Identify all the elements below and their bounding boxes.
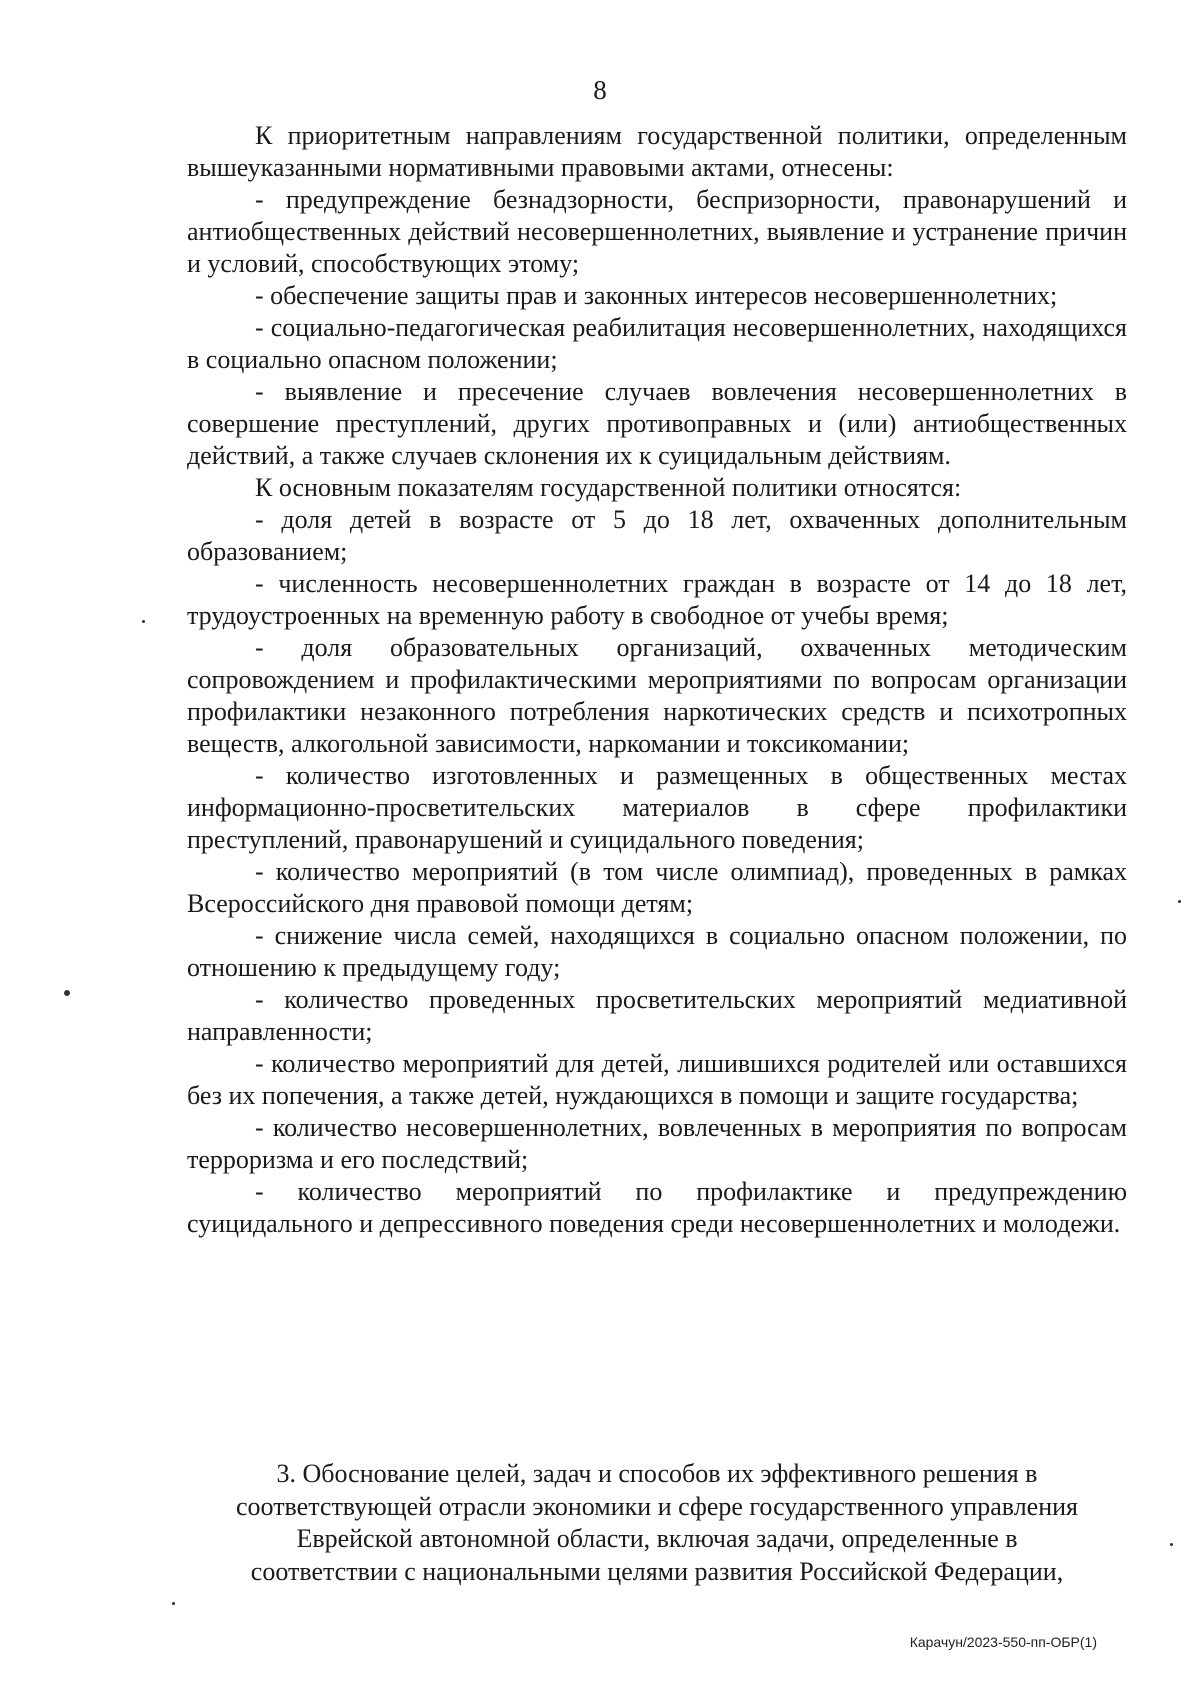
list-item: - обеспечение защиты прав и законных интересов несовершеннолетних; [255, 281, 1058, 310]
list-item: - количество мероприятий (в том числе олимпиад), проведенных в рамках Всероссийского дня правовой помощи детям; [187, 857, 1127, 918]
list-item: - выявление и пресечение случаев вовлечения несовершеннолетних в совершение преступлений, других противоправных и (или) антиобщественных действий, а также случаев склонения их к суицидальным действиям. [187, 377, 1127, 470]
section-heading [187, 1458, 1127, 1588]
section-heading-line: Еврейской автономной области, включая задачи, определенные в [296, 1524, 1018, 1553]
paragraph-indicators-intro: К основным показателям государственной политики относятся: [255, 473, 962, 502]
list-item: - количество проведенных просветительских мероприятий медиативной направленности; [187, 985, 1127, 1046]
scan-speck [1178, 900, 1181, 903]
list-item: - количество мероприятий для детей, лишившихся родителей или оставшихся без их попечения, а также детей, нуждающихся в помощи и защите государства; [187, 1049, 1127, 1110]
list-item: - доля образовательных организаций, охваченных методическим сопровождением и профилактическими мероприятиями по вопросам организации профилактики незаконного потребления наркотических средств и психотропных веществ, алкогольной зависимости, наркомании и токсикомании; [187, 633, 1127, 758]
page-number: 8 [593, 75, 607, 105]
scan-speck [1170, 1543, 1173, 1546]
scan-speck [142, 620, 145, 623]
list-item: - социально-педагогическая реабилитация несовершеннолетних, находящихся в социально опасном положении; [187, 313, 1127, 374]
scan-speck [172, 1602, 175, 1605]
section-heading-line: соответствии с национальными целями развития Российской Федерации, [250, 1556, 1064, 1586]
list-item: - численность несовершеннолетних граждан в возрасте от 14 до 18 лет, трудоустроенных на временную работу в свободное от учебы время; [187, 569, 1127, 630]
paragraph-priorities-intro: К приоритетным направлениям государственной политики, определенным вышеуказанными нормативными правовыми актами, отнесены: [187, 121, 1127, 182]
footer-document-code: Карачун/2023-550-пп-ОБР(1) [909, 1634, 1097, 1650]
section-heading-line: 3. Обоснование целей, задач и способов их эффективного решения в [276, 1459, 1038, 1488]
list-item: - количество несовершеннолетних, вовлеченных в мероприятия по вопросам терроризма и его последствий; [187, 1113, 1127, 1174]
section-heading-line: соответствующей отрасли экономики и сфере государственного управления [236, 1491, 1078, 1521]
list-item: - доля детей в возрасте от 5 до 18 лет, охваченных дополнительным образованием; [187, 505, 1127, 566]
body-text [187, 120, 1127, 1240]
list-item: - снижение числа семей, находящихся в социально опасном положении, по отношению к предыдущему году; [187, 921, 1127, 982]
list-item: - количество мероприятий по профилактике и предупреждению суицидального и депрессивного поведения среди несовершеннолетних и молодежи. [187, 1177, 1127, 1238]
list-item: - предупреждение безнадзорности, беспризорности, правонарушений и антиобщественных действий несовершеннолетних, выявление и устранение причин и условий, способствующих этому; [187, 185, 1127, 278]
scan-speck [64, 990, 70, 996]
list-item: - количество изготовленных и размещенных в общественных местах информационно-просветительских материалов в сфере профилактики преступлений, правонарушений и суицидального поведения; [187, 761, 1127, 854]
